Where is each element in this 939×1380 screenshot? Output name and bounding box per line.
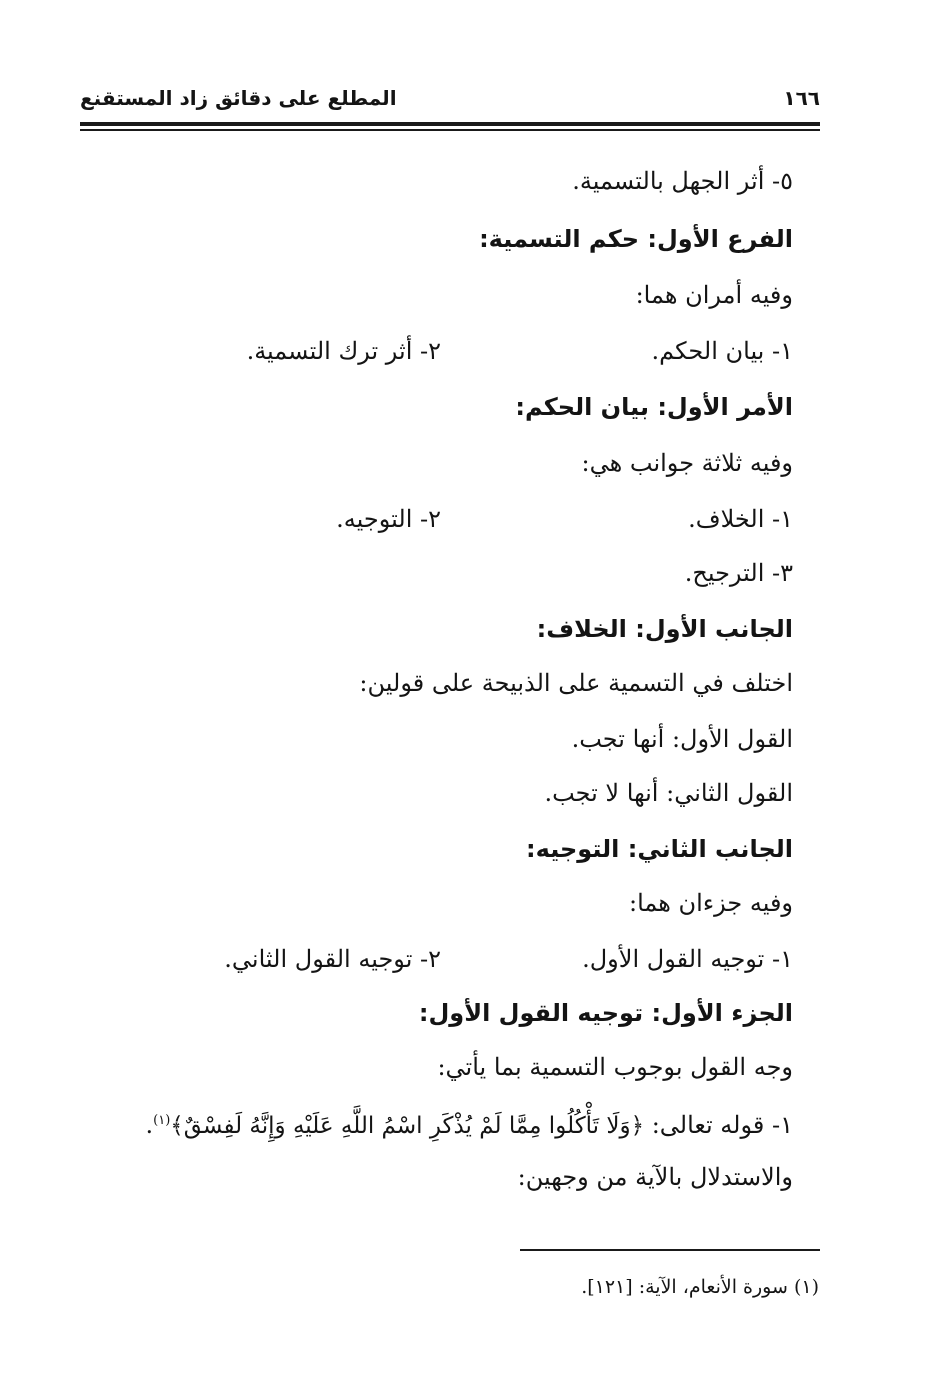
list-item: ١- الخلاف.	[688, 505, 793, 533]
list-item: ٢- توجيه القول الثاني.	[224, 945, 441, 973]
footnote-ref: (١)	[153, 1113, 171, 1128]
list-item: ١- بيان الحكم.	[651, 337, 793, 365]
running-title: المطلع على دقائق زاد المستقنع	[80, 86, 397, 110]
paragraph: وفيه جزءان هما:	[628, 889, 793, 917]
list-item: ٥- أثر الجهل بالتسمية.	[572, 167, 793, 195]
header-rule-thin	[80, 129, 820, 131]
paragraph: وفيه ثلاثة جوانب هي:	[581, 449, 793, 477]
paragraph: والاستدلال بالآية من وجهين:	[517, 1163, 793, 1191]
list-item: ٣- الترجيح.	[684, 559, 793, 587]
paragraph: وفيه أمران هما:	[635, 281, 793, 309]
quran-verse: ﴿وَلَا تَأْكُلُوا مِمَّا لَمْ يُذْكَرِ اسْمُ اللَّهِ عَلَيْهِ وَإِنَّهُ لَفِسْقٌ﴾	[170, 1113, 645, 1139]
verse-end: .	[145, 1111, 154, 1139]
section-heading: الفرع الأول: حكم التسمية:	[479, 225, 793, 253]
header-rule-thick	[80, 122, 820, 126]
section-heading: الجزء الأول: توجيه القول الأول:	[418, 999, 793, 1027]
section-heading: الأمر الأول: بيان الحكم:	[515, 393, 793, 421]
section-heading: الجانب الأول: الخلاف:	[536, 615, 793, 643]
list-item: ٢- التوجيه.	[336, 505, 441, 533]
paragraph: القول الأول: أنها تجب.	[571, 725, 793, 753]
quran-verse-line	[146, 1104, 793, 1143]
page-number: ١٦٦	[783, 86, 820, 110]
section-heading: الجانب الثاني: التوجيه:	[526, 835, 793, 863]
verse-prefix: ١- قوله تعالى:	[644, 1111, 793, 1139]
list-item: ٢- أثر ترك التسمية.	[246, 337, 441, 365]
paragraph: القول الثاني: أنها لا تجب.	[544, 779, 793, 807]
page-header	[80, 86, 820, 118]
paragraph: وجه القول بوجوب التسمية بما يأتي:	[437, 1053, 793, 1081]
paragraph: اختلف في التسمية على الذبيحة على قولين:	[359, 669, 793, 697]
footnote-rule	[520, 1249, 820, 1251]
list-item: ١- توجيه القول الأول.	[582, 945, 793, 973]
footnote: (١) سورة الأنعام، الآية: [١٢١].	[581, 1276, 819, 1298]
